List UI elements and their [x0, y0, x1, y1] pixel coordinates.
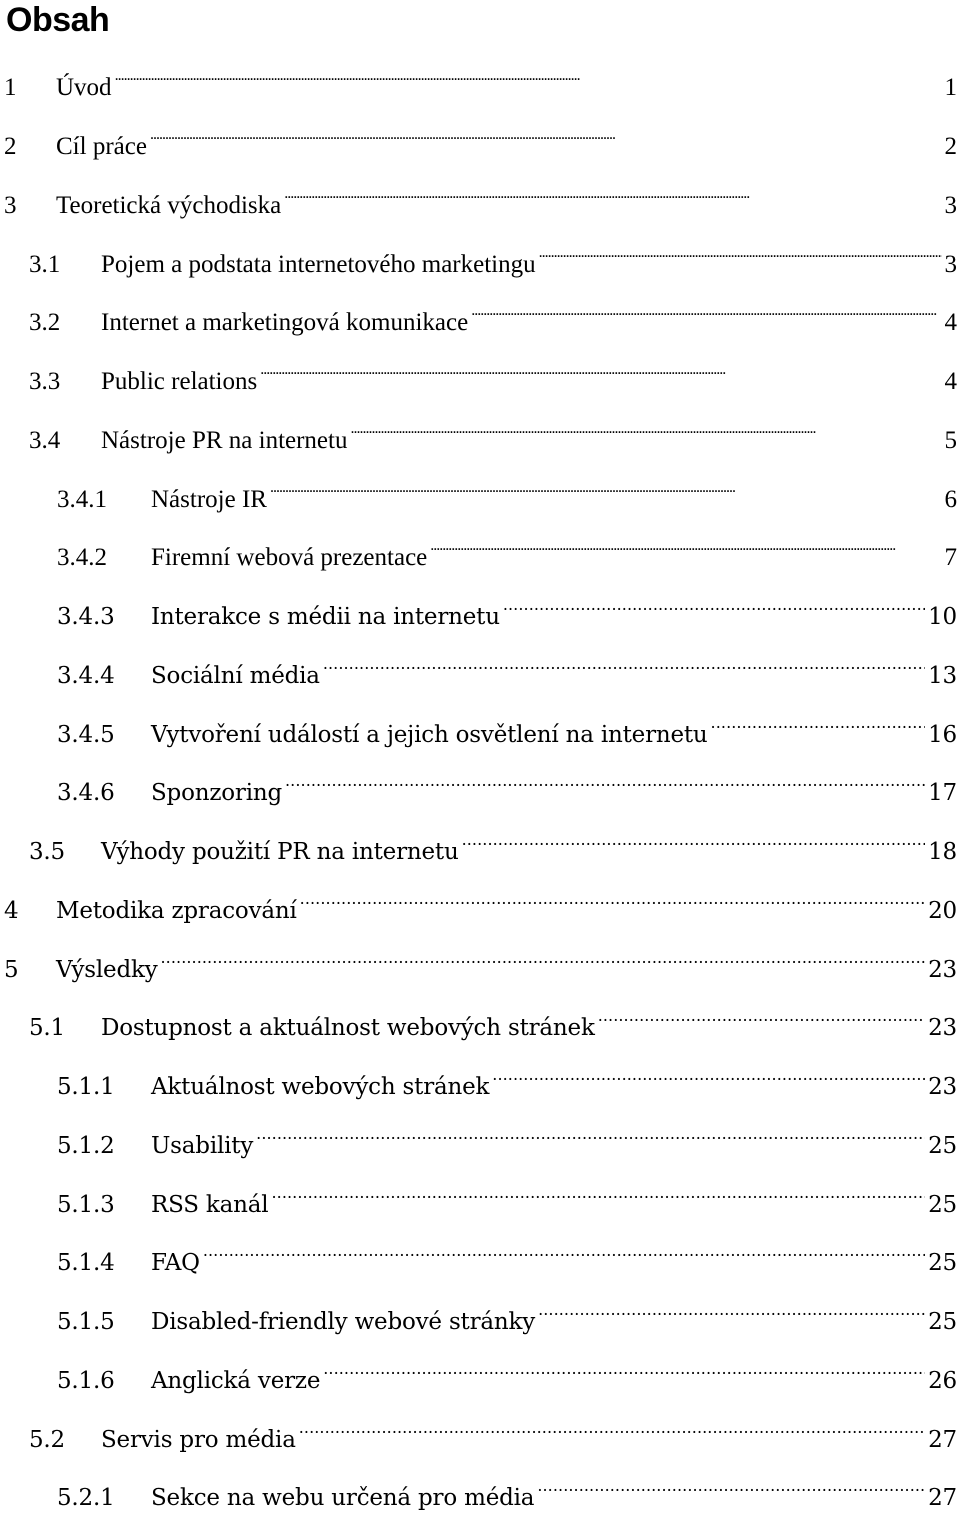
toc-entry-number: 5.1.1 — [57, 1074, 115, 1100]
toc-dot-leader — [284, 175, 941, 213]
toc-entry-5-1-2[interactable] — [0, 1115, 957, 1159]
toc-entry-label: FAQ — [151, 1250, 200, 1276]
toc-entry-3-2[interactable] — [0, 292, 957, 336]
toc-entry-3-4-5[interactable] — [0, 704, 957, 748]
toc-entry-page: 17 — [928, 780, 957, 806]
toc-entry-number: 5.2.1 — [57, 1485, 115, 1511]
toc-entry-label: Dostupnost a aktuálnost webových stránek — [101, 1015, 595, 1041]
toc-entry-page: 2 — [944, 133, 957, 160]
toc-dot-leader — [711, 704, 926, 742]
toc-entry-label: Firemní webová prezentace — [151, 544, 428, 571]
toc-dot-leader — [300, 880, 925, 918]
toc-entry-page: 5 — [944, 427, 957, 454]
toc-dot-leader — [323, 645, 925, 683]
toc-entry-label: Teoretická východiska — [56, 192, 282, 219]
toc-entry-5-1-5[interactable] — [0, 1291, 957, 1335]
toc-entry-page: 13 — [928, 663, 957, 689]
toc-entry-page: 25 — [928, 1133, 957, 1159]
toc-dot-leader — [598, 997, 925, 1035]
toc-entry-page: 20 — [928, 898, 957, 924]
toc-entry-label: Servis pro média — [101, 1427, 296, 1453]
toc-dot-leader — [150, 116, 942, 154]
toc-entry-3-4-6[interactable] — [0, 762, 957, 806]
toc-dot-leader — [285, 762, 925, 800]
toc-dot-leader — [537, 1467, 925, 1505]
toc-dot-leader — [260, 351, 941, 389]
toc-entry-number: 3.4.6 — [57, 780, 115, 806]
toc-entry-number: 3 — [4, 192, 17, 219]
toc-dot-leader — [256, 1115, 925, 1153]
toc-entry-5-1-3[interactable] — [0, 1174, 957, 1218]
toc-entry-label: Nástroje PR na internetu — [101, 427, 348, 454]
toc-entry-number: 3.4 — [29, 427, 61, 454]
toc-entry-page: 1 — [944, 74, 957, 101]
toc-entry-label: Výhody použití PR na internetu — [101, 839, 459, 865]
toc-entry-number: 5.1.4 — [57, 1250, 115, 1276]
toc-entry-label: Internet a marketingová komunikace — [101, 309, 469, 336]
toc-entry-number: 5.1 — [29, 1015, 65, 1041]
toc-dot-leader — [299, 1409, 925, 1447]
toc-entry-label: Sociální média — [151, 663, 320, 689]
toc-entry-number: 5.1.5 — [57, 1309, 115, 1335]
toc-entry-label: Úvod — [56, 74, 112, 101]
toc-entry-2[interactable] — [0, 116, 957, 160]
toc-entry-page: 23 — [928, 1015, 957, 1041]
toc-entry-label: Aktuálnost webových stránek — [151, 1074, 490, 1100]
toc-entry-page: 23 — [928, 957, 957, 983]
toc-entry-number: 3.4.3 — [57, 604, 115, 630]
toc-entry-label: Disabled-friendly webové stránky — [151, 1309, 536, 1335]
toc-entry-label: Interakce s médii na internetu — [151, 604, 500, 630]
toc-entry-number: 3.5 — [29, 839, 65, 865]
toc-dot-leader — [271, 1174, 925, 1212]
toc-entry-5-1[interactable] — [0, 997, 957, 1041]
toc-entry-label: Cíl práce — [56, 133, 147, 160]
toc-dot-leader — [323, 1350, 925, 1388]
toc-entry-page: 25 — [928, 1192, 957, 1218]
toc-entry-page: 18 — [928, 839, 957, 865]
toc-dot-leader — [503, 586, 925, 624]
toc-entry-number: 3.2 — [29, 309, 61, 336]
toc-entry-page: 7 — [944, 544, 957, 571]
toc-entry-number: 3.4.5 — [57, 722, 115, 748]
toc-entry-page: 16 — [928, 722, 957, 748]
toc-entry-3-4-4[interactable] — [0, 645, 957, 689]
toc-entry-5-2[interactable] — [0, 1409, 957, 1453]
toc-dot-leader — [270, 469, 942, 507]
toc-dot-leader — [538, 1291, 925, 1329]
toc-entry-page: 4 — [944, 309, 957, 336]
toc-entry-number: 3.1 — [29, 251, 61, 278]
toc-entry-4[interactable] — [0, 880, 957, 924]
toc-entry-page: 26 — [928, 1368, 957, 1394]
toc-entry-page: 25 — [928, 1250, 957, 1276]
toc-entry-page: 27 — [928, 1485, 957, 1511]
toc-dot-leader — [462, 821, 926, 859]
toc-entry-page: 3 — [944, 251, 957, 278]
toc-entry-label: Anglická verze — [151, 1368, 321, 1394]
toc-entry-page: 3 — [944, 192, 957, 219]
toc-entry-number: 5.2 — [29, 1427, 65, 1453]
toc-dot-leader — [539, 234, 942, 272]
toc-entry-number: 3.3 — [29, 368, 61, 395]
toc-entry-number: 2 — [4, 133, 17, 160]
toc-dot-leader — [203, 1232, 925, 1270]
toc-entry-page: 4 — [944, 368, 957, 395]
toc-entry-label: Výsledky — [56, 957, 158, 983]
toc-entry-5-1-6[interactable] — [0, 1350, 957, 1394]
toc-entry-label: Vytvoření událostí a jejich osvětlení na internetu — [151, 722, 708, 748]
toc-entry-number: 3.4.4 — [57, 663, 115, 689]
toc-entry-number: 3.4.2 — [57, 544, 107, 571]
toc-entry-label: Usability — [151, 1133, 254, 1159]
toc-entry-5-2-1[interactable] — [0, 1467, 957, 1511]
toc-entry-3-1[interactable] — [0, 234, 957, 278]
toc-entry-page: 6 — [944, 486, 957, 513]
toc-entry-3-5[interactable] — [0, 821, 957, 865]
toc-dot-leader — [115, 57, 942, 95]
toc-entry-3-3[interactable] — [0, 351, 957, 395]
toc-entry-5-1-1[interactable] — [0, 1056, 957, 1100]
toc-entry-number: 5.1.6 — [57, 1368, 115, 1394]
toc-entry-number: 5.1.3 — [57, 1192, 115, 1218]
toc-entry-1[interactable] — [0, 57, 957, 101]
toc-entry-label: Public relations — [101, 368, 258, 395]
toc-entry-label: Pojem a podstata internetového marketingu — [101, 251, 536, 278]
toc-entry-3[interactable] — [0, 175, 957, 219]
toc-entry-page: 23 — [928, 1074, 957, 1100]
toc-dot-leader — [471, 292, 941, 330]
toc-entry-label: Metodika zpracování — [56, 898, 297, 924]
toc-entry-3-4-3[interactable] — [0, 586, 957, 630]
toc-dot-leader — [430, 527, 941, 565]
toc-entry-number: 5.1.2 — [57, 1133, 115, 1159]
toc-entry-number: 4 — [4, 898, 19, 924]
page-title: Obsah — [6, 1, 110, 39]
toc-entry-label: Sekce na webu určená pro média — [151, 1485, 535, 1511]
toc-entry-3-4-2[interactable] — [0, 527, 957, 571]
toc-entry-3-4-1[interactable] — [0, 469, 957, 513]
toc-entry-label: Sponzoring — [151, 780, 282, 806]
toc-entry-5-1-4[interactable] — [0, 1232, 957, 1276]
toc-entry-label: RSS kanál — [151, 1192, 269, 1218]
toc-entry-label: Nástroje IR — [151, 486, 267, 513]
toc-entry-number: 5 — [4, 957, 19, 983]
toc-dot-leader — [161, 939, 926, 977]
toc-entry-5[interactable] — [0, 939, 957, 983]
toc-entry-3-4[interactable] — [0, 410, 957, 454]
toc-entry-number: 3.4.1 — [57, 486, 107, 513]
toc-entry-page: 25 — [928, 1309, 957, 1335]
toc-entry-page: 27 — [928, 1427, 957, 1453]
toc-entry-page: 10 — [928, 604, 957, 630]
toc-dot-leader — [350, 410, 941, 448]
toc-entry-number: 1 — [4, 74, 17, 101]
toc-dot-leader — [492, 1056, 925, 1094]
